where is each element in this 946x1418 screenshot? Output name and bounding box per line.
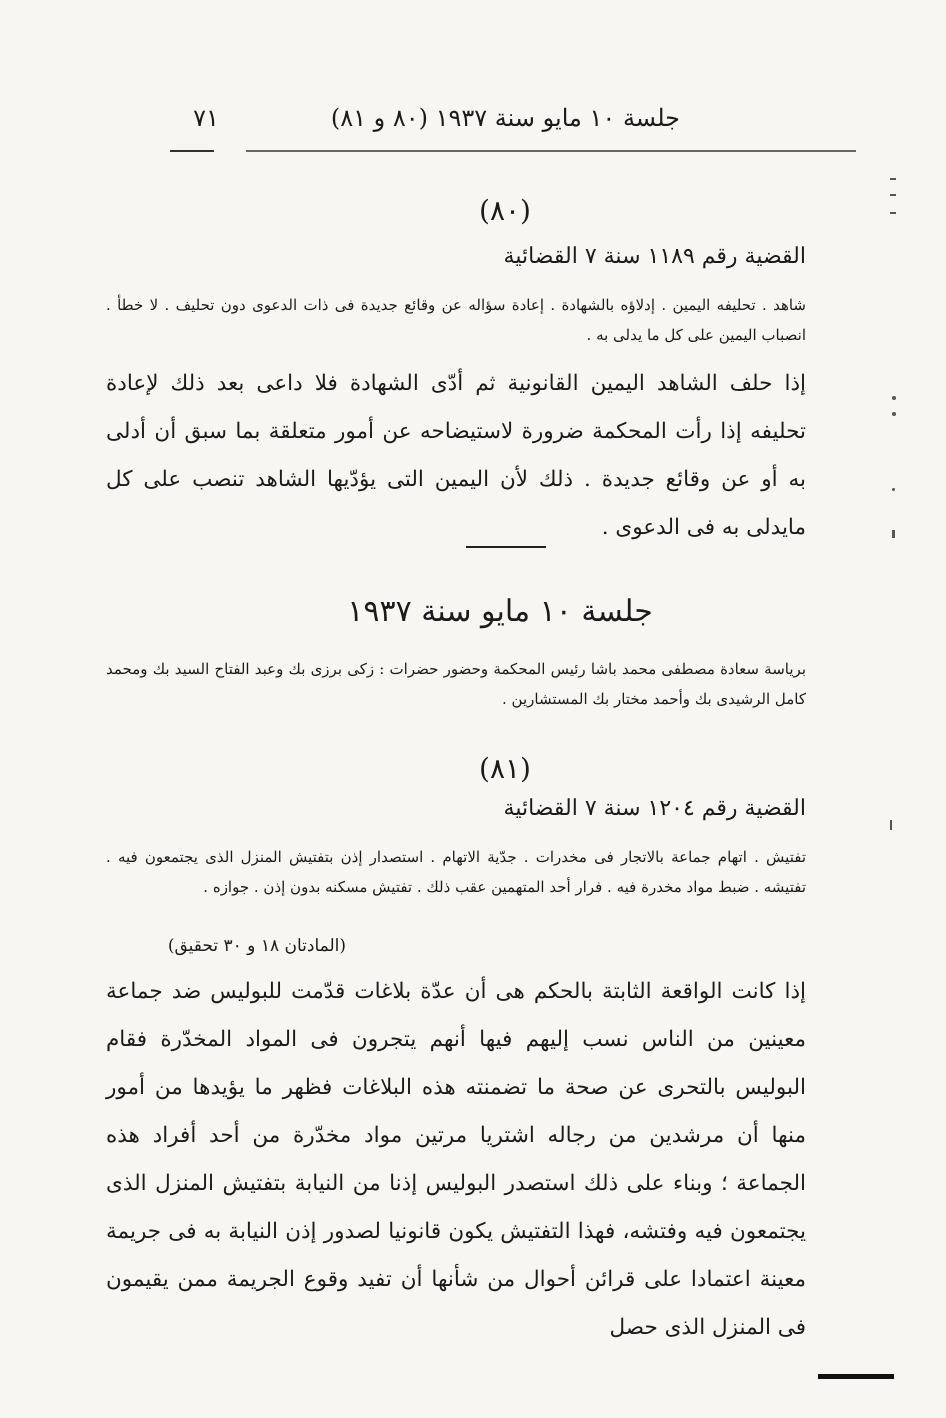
- header-rule: [246, 150, 856, 152]
- session-presidency: برياسة سعادة مصطفى محمد باشا رئيس المحكمة وحضور حضرات : زكى برزى بك وعبد الفتاح السيد بك ومحمد كامل الرشيدى بك وأحمد مختار بك المستشارين .: [106, 660, 806, 708]
- margin-mark: [890, 178, 896, 180]
- margin-mark: [892, 412, 896, 416]
- margin-mark: [890, 820, 892, 830]
- margin-mark: [892, 488, 895, 491]
- case-ruling-text: إذا كانت الواقعة الثابتة بالحكم هى أن عدّة بلاغات قدّمت للبوليس ضد جماعة معينين من الناس نسب إليهم فيها أنهم يتجرون فى المواد المخدّرة فقام البوليس بالتحرى عن صحة ما تضمنته هذه البلاغات فظهر ما يؤيدها من أمور منها أن مرشدين من رجاله اشتريا مرتين مواد مخدّرة من أحد أفراد هذه الجماعة ؛ وبناء على ذلك استصدر البوليس إذنا من النيابة بتفتيش المنزل الذى يجتمعون فيه وفتشه، فهذا التفتيش يكون قانونيا لصدور إذن النيابة به فى جريمة معينة اعتمادا على قرائن أحوال من شأنها أن تفيد وقوع الجريمة ممن يقيمون فى المنزل الذى حصل: [106, 979, 806, 1340]
- margin-mark: [892, 396, 896, 400]
- page-number: ٧١: [193, 104, 219, 132]
- session-title: جلسة ١٠ مايو سنة ١٩٣٧: [347, 594, 653, 629]
- margin-mark: [890, 194, 896, 196]
- case-ruling-text: إذا حلف الشاهد اليمين القانونية ثم أدّى الشهادة فلا داعى بعد ذلك لإعادة تحليفه إذا رأت المحكمة ضرورة لاستيضاحه عن أمور متعلقة بما سبق أن أدلى به أو عن وقائع جديدة . ذلك لأن اليمين التى يؤدّيها الشاهد تنصب على كل مايدلى به فى الدعوى .: [106, 371, 806, 540]
- bottom-rule: [818, 1374, 894, 1379]
- margin-mark: [892, 530, 895, 538]
- running-header-title: جلسة ١٠ مايو سنة ١٩٣٧ (٨٠ و ٨١): [330, 104, 680, 132]
- case-number: (٨٠): [479, 194, 531, 227]
- case-keywords: شاهد . تحليفه اليمين . إدلاؤه بالشهادة . إعادة سؤاله عن وقائع جديدة فى ذات الدعوى دون تحليف . لا خطأ . انصباب اليمين على كل ما يدلى به .: [106, 296, 806, 344]
- case-keywords: تفتيش . اتهام جماعة بالاتجار فى مخدرات . جدّية الاتهام . استصدار إذن بتفتيش المنزل الذى يجتمعون فيه . تفتيشه . ضبط مواد مخدرة فيه . فرار أحد المتهمين عقب ذلك . تفتيش مسكنه بدون إذن . جوازه .: [106, 848, 806, 896]
- case-title: القضية رقم ١٢٠٤ سنة ٧ القضائية: [503, 796, 806, 821]
- case-number: (٨١): [479, 752, 531, 785]
- header-rule: [170, 150, 214, 152]
- section-separator: [466, 546, 546, 548]
- case-title: القضية رقم ١١٨٩ سنة ٧ القضائية: [503, 244, 806, 269]
- margin-mark: [890, 212, 896, 214]
- law-articles-reference: (المادتان ١٨ و ٣٠ تحقيق): [167, 936, 346, 956]
